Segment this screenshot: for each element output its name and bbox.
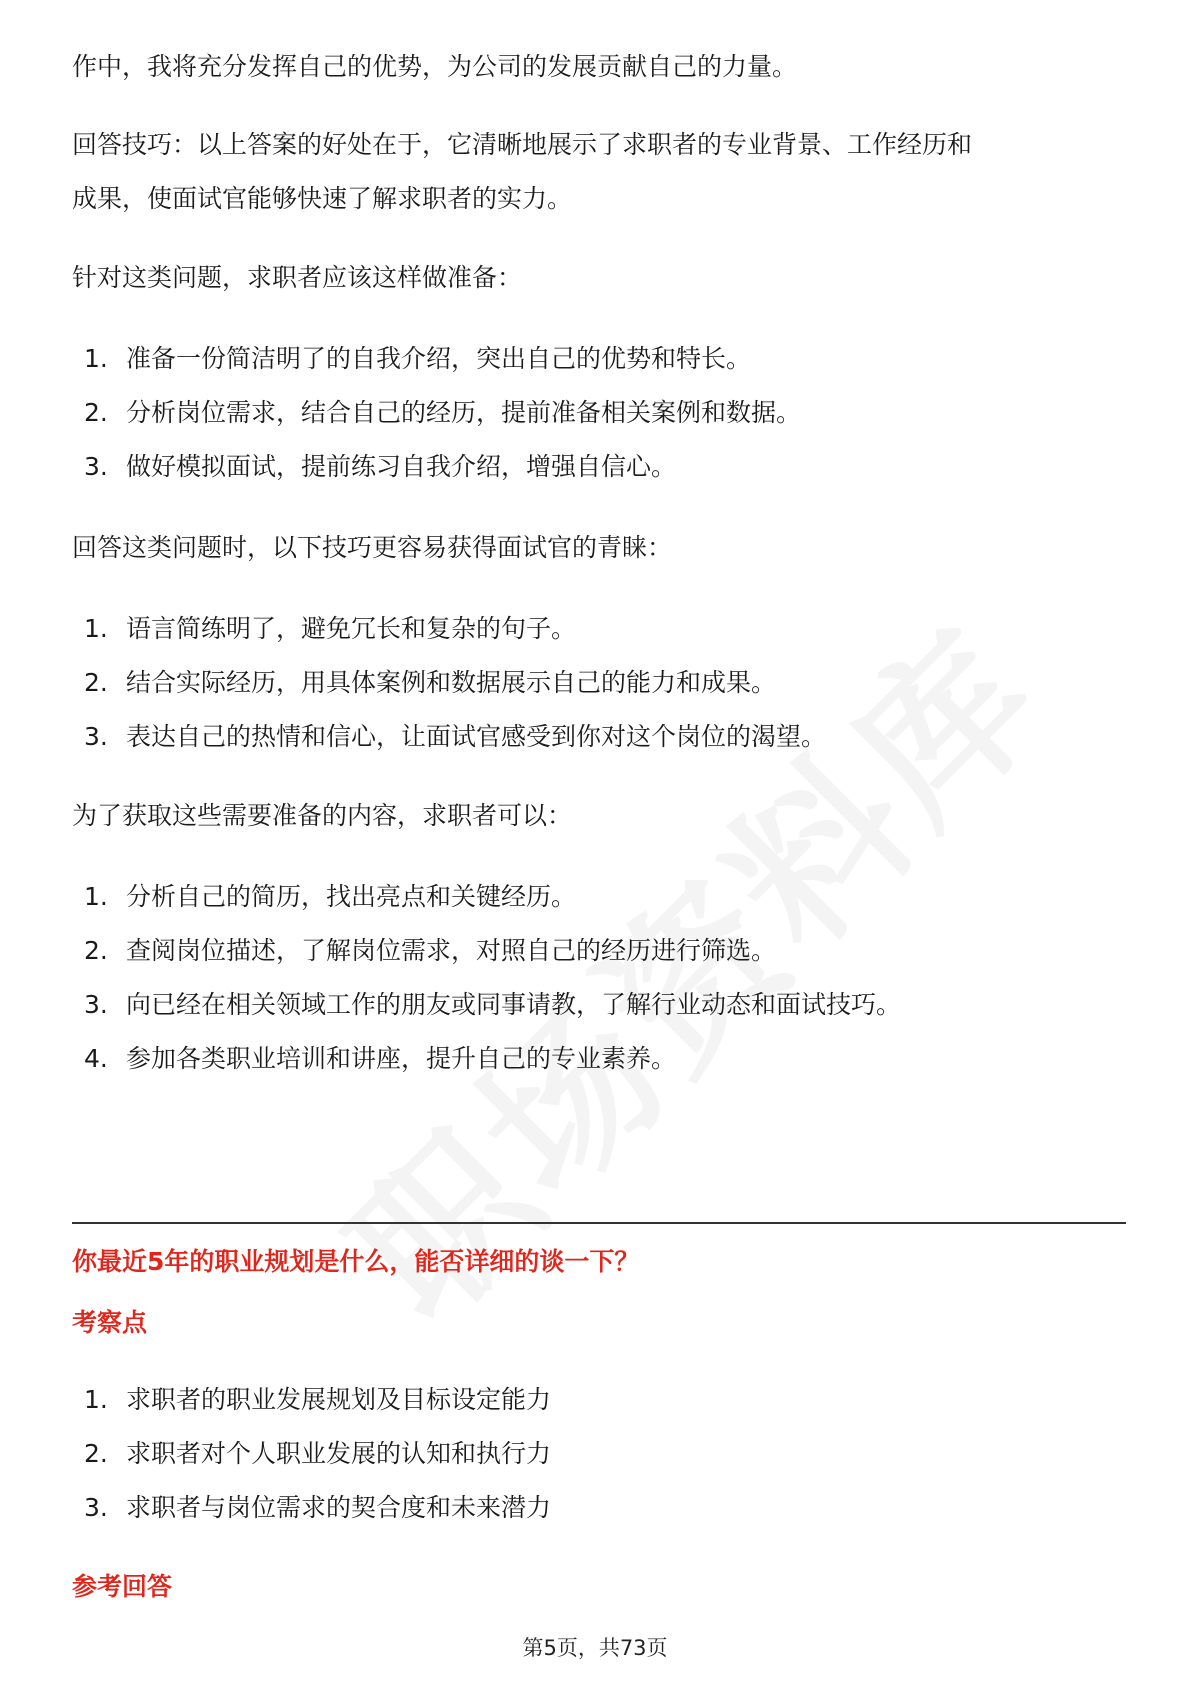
list-number: 3. [84,990,108,1019]
list-number: 2. [84,398,108,427]
section-divider [72,1222,1126,1224]
paragraph-obtain-intro: 为了获取这些需要准备的内容，求职者可以： [72,801,573,830]
list-item [84,668,776,698]
list-text: 向已经在相关领域工作的朋友或同事请教，了解行业动态和面试技巧。 [126,990,902,1019]
answer-heading: 参考回答 [72,1572,173,1601]
list-number: 2. [84,936,108,965]
list-number: 1. [84,614,108,643]
list-number: 2. [84,1439,108,1468]
assess-heading: 考察点 [72,1308,148,1337]
list-item [84,990,901,1020]
list-number: 4. [84,1044,108,1073]
paragraph-prepare-intro: 针对这类问题，求职者应该这样做准备： [72,263,523,292]
list-text: 结合实际经历，用具体案例和数据展示自己的能力和成果。 [126,668,777,697]
list-text: 准备一份简洁明了的自我介绍，突出自己的优势和特长。 [126,344,752,373]
list-text: 做好模拟面试，提前练习自我介绍，增强自信心。 [126,452,677,481]
list-item [84,452,676,482]
list-item [84,1044,676,1074]
list-number: 1. [84,882,108,911]
list-item [84,398,801,428]
list-number: 1. [84,344,108,373]
list-item [84,614,576,644]
list-text: 查阅岗位描述，了解岗位需求，对照自己的经历进行筛选。 [126,936,777,965]
paragraph-tips-line2: 成果，使面试官能够快速了解求职者的实力。 [72,184,573,213]
list-text: 分析岗位需求，结合自己的经历，提前准备相关案例和数据。 [126,398,802,427]
list-item [84,722,826,752]
list-text: 语言简练明了，避免冗长和复杂的句子。 [126,614,577,643]
list-number: 3. [84,1493,108,1522]
list-number: 2. [84,668,108,697]
list-item [84,1385,551,1415]
list-number: 3. [84,452,108,481]
list-item [84,882,576,912]
list-text: 求职者与岗位需求的契合度和未来潜力 [126,1493,552,1522]
list-number: 1. [84,1385,108,1414]
list-item [84,936,776,966]
list-text: 求职者对个人职业发展的认知和执行力 [126,1439,552,1468]
list-text: 求职者的职业发展规划及目标设定能力 [126,1385,552,1414]
question-title: 你最近5年的职业规划是什么，能否详细的谈一下？ [72,1247,640,1276]
page-number: 第5页，共73页 [522,1636,668,1660]
paragraph-continuation: 作中，我将充分发挥自己的优势，为公司的发展贡献自己的力量。 [72,52,798,81]
paragraph-tips-line1: 回答技巧：以上答案的好处在于，它清晰地展示了求职者的专业背景、工作经历和 [72,130,973,159]
list-item [84,1439,551,1469]
list-item [84,344,751,374]
list-number: 3. [84,722,108,751]
paragraph-tips-intro: 回答这类问题时，以下技巧更容易获得面试官的青睐： [72,533,673,562]
list-text: 参加各类职业培训和讲座，提升自己的专业素养。 [126,1044,677,1073]
list-item [84,1493,551,1523]
list-text: 表达自己的热情和信心，让面试官感受到你对这个岗位的渴望。 [126,722,827,751]
list-text: 分析自己的简历，找出亮点和关键经历。 [126,882,577,911]
